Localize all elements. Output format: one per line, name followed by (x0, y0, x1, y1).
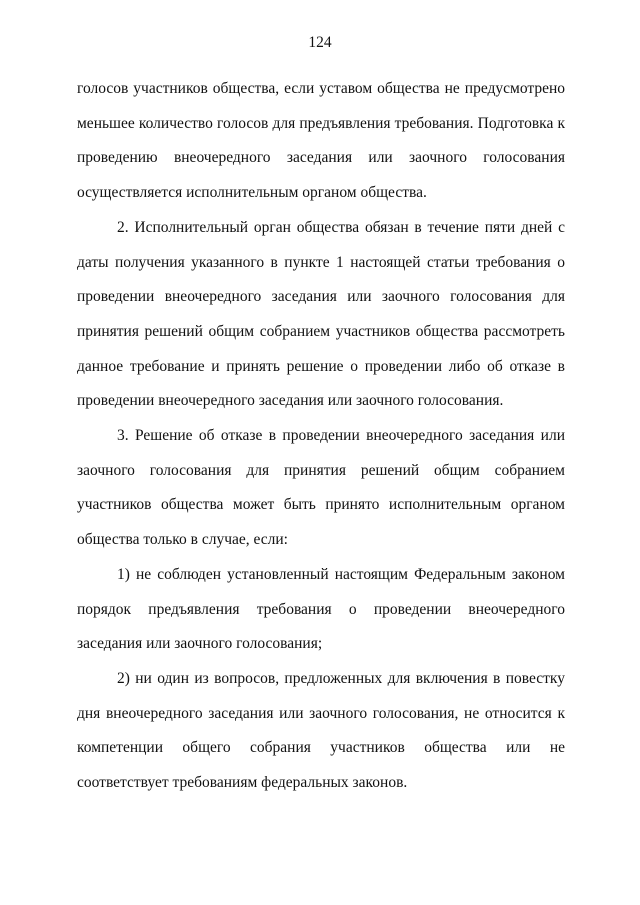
page-number: 124 (308, 34, 332, 51)
paragraph-clause-2: 2. Исполнительный орган общества обязан в течение пяти дней с даты получения указанного в пункте 1 настоящей статьи требования о проведении внеочередного заседания или заочного голосования для принятия решений общим собранием участников общества рассмотреть данное требование и принять решение о проведении либо об отказе в проведении внеочередного заседания или заочного голосования. (77, 218, 565, 410)
paragraph-continuation: голосов участников общества, если уставом общества не предусмотрено меньшее количество голосов для предъявления требования. Подготовка к проведению внеочередного заседания или заочного голосования осуществляется исполнительным органом общества. (77, 80, 565, 202)
document-body (77, 72, 565, 801)
paragraph-subclause-2: 2) ни один из вопросов, предложенных для включения в повестку дня внеочередного заседания или заочного голосования, не относится к компетенции общего собрания участников общества или не соответствует требованиям федеральных законов. (77, 669, 565, 792)
paragraph-clause-3: 3. Решение об отказе в проведении внеочередного заседания или заочного голосования для принятия решений общим собранием участников общества может быть принято исполнительным органом общества только в случае, если: (77, 427, 565, 549)
paragraph-subclause-1: 1) не соблюден установленный настоящим Федеральным законом порядок предъявления требования о проведении внеочередного заседания или заочного голосования; (77, 565, 565, 653)
